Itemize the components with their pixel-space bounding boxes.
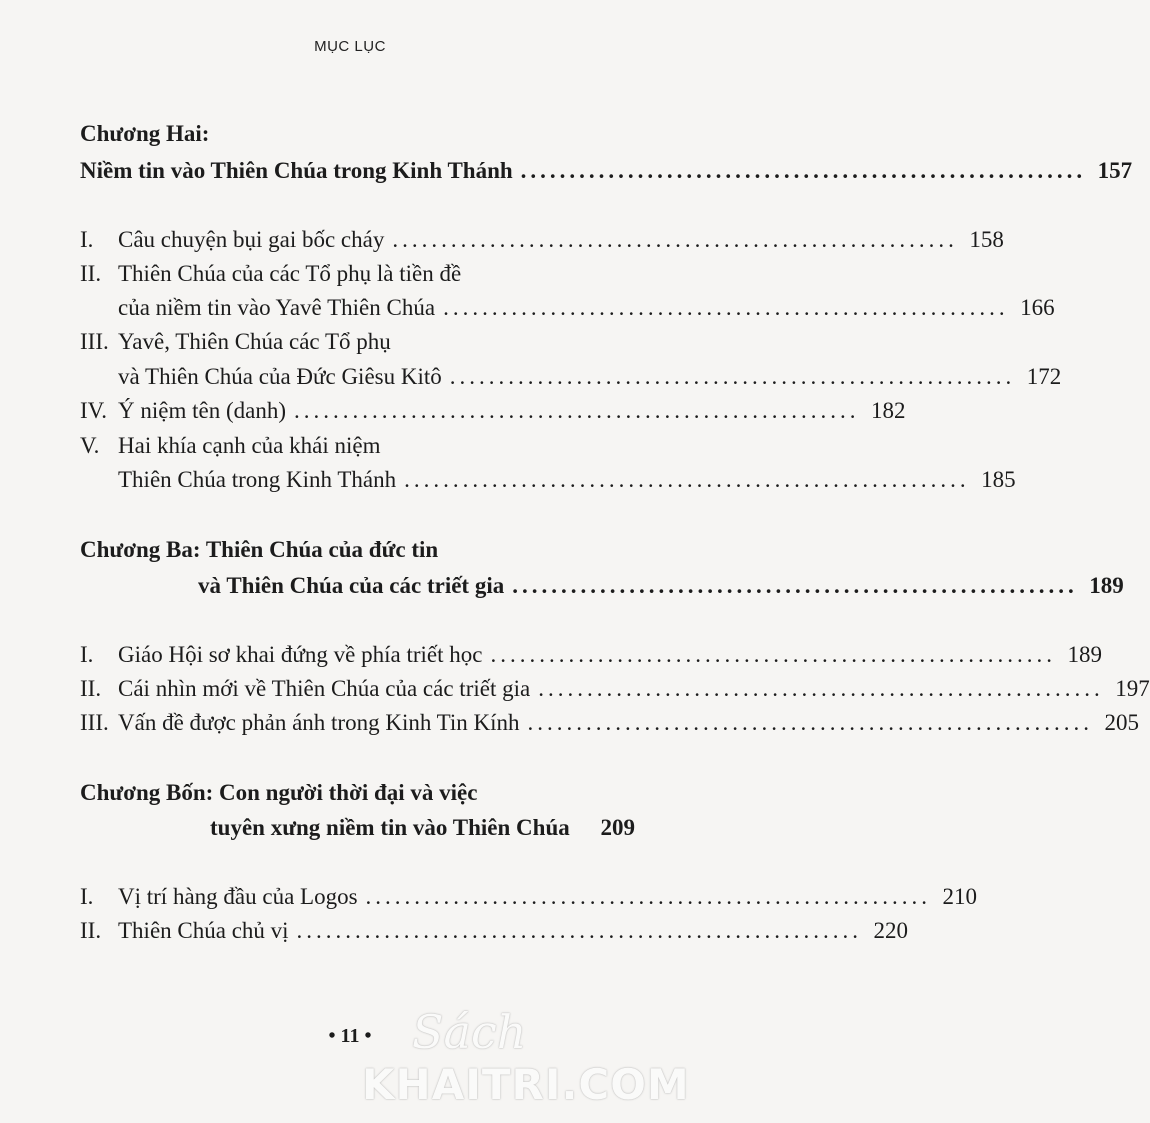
page-number: 189	[1067, 642, 1102, 667]
leader-dots: ..........................................................	[490, 642, 1056, 667]
toc-entry: I. Câu chuyện bụi gai bốc cháy .......................................................... 158	[80, 224, 635, 256]
leader-dots: ..........................................................	[443, 295, 1009, 320]
chapter-3-subtitle-row: và Thiên Chúa của các triết gia .......................................................... 189	[80, 570, 635, 602]
toc-entry-continuation: Thiên Chúa trong Kinh Thánh .......................................................... 185	[80, 464, 635, 496]
page-number: 220	[873, 918, 909, 943]
watermark-text: KHAITRI.COM	[362, 1060, 690, 1109]
leader-dots: ..........................................................	[520, 158, 1087, 183]
chapter-4-title: Chương Bốn: Con người thời đại và việc	[80, 780, 478, 805]
leader-dots: ..........................................................	[449, 364, 1016, 389]
running-header: MỤC LỤC	[314, 38, 386, 55]
chapter-2-subtitle-row: Niềm tin vào Thiên Chúa trong Kinh Thánh .......................................................... 157	[80, 155, 635, 187]
leader-dots: ..........................................................	[404, 467, 970, 492]
toc-entry-continuation: của niềm tin vào Yavê Thiên Chúa .......................................................... 166	[80, 292, 635, 324]
chapter-2-title: Chương Hai:	[80, 121, 210, 146]
page-number: 166	[1020, 295, 1055, 320]
page-number: 172	[1026, 364, 1062, 389]
leader-dots: ..........................................................	[538, 676, 1104, 701]
leader-dots: ..........................................................	[527, 710, 1094, 735]
page-number: 205	[1104, 710, 1140, 735]
leader-dots: ..........................................................	[512, 573, 1078, 598]
page-number: 182	[870, 398, 906, 423]
toc-entry: II. Thiên Chúa của các Tổ phụ là tiền đề	[80, 261, 462, 286]
folio-page-number: • 11 •	[328, 1025, 372, 1047]
page-number: 189	[1089, 573, 1124, 598]
leader-dots: ..........................................................	[365, 884, 932, 909]
toc-entry: II. Thiên Chúa chủ vị .......................................................... 220	[80, 915, 635, 947]
leader-dots: ..........................................................	[392, 227, 958, 252]
page-number: 185	[981, 467, 1016, 492]
page-number: 157	[1097, 158, 1133, 183]
toc-entry: II. Cái nhìn mới về Thiên Chúa của các triết gia .......................................................... 197	[80, 673, 635, 705]
watermark-logo	[362, 1005, 690, 1115]
toc-entry-continuation: và Thiên Chúa của Đức Giêsu Kitô .......................................................... 172	[80, 361, 635, 393]
page-number: 209	[600, 815, 635, 840]
toc-entry: III. Vấn đề được phản ánh trong Kinh Tin Kính .......................................................... 205	[80, 707, 635, 739]
page-number: 158	[969, 227, 1004, 252]
leader-dots: ..........................................................	[293, 398, 860, 423]
page-number: 197	[1115, 676, 1150, 701]
chapter-3-title: Chương Ba: Thiên Chúa của đức tin	[80, 537, 439, 562]
toc-entry: III. Yavê, Thiên Chúa các Tổ phụ	[80, 329, 391, 354]
page-number: 210	[942, 884, 978, 909]
toc-entry: IV. Ý niệm tên (danh) .......................................................... 182	[80, 395, 635, 427]
toc-entry: I. Vị trí hàng đầu của Logos .......................................................... 210	[80, 881, 635, 913]
toc-entry: I. Giáo Hội sơ khai đứng về phía triết học .......................................................... 189	[80, 639, 635, 671]
chapter-4-subtitle-row: tuyên xưng niềm tin vào Thiên Chúa 209	[80, 812, 635, 844]
toc-entry: V. Hai khía cạnh của khái niệm	[80, 433, 381, 458]
watermark-script: Sách	[412, 1005, 527, 1059]
leader-dots: ..........................................................	[296, 918, 863, 943]
